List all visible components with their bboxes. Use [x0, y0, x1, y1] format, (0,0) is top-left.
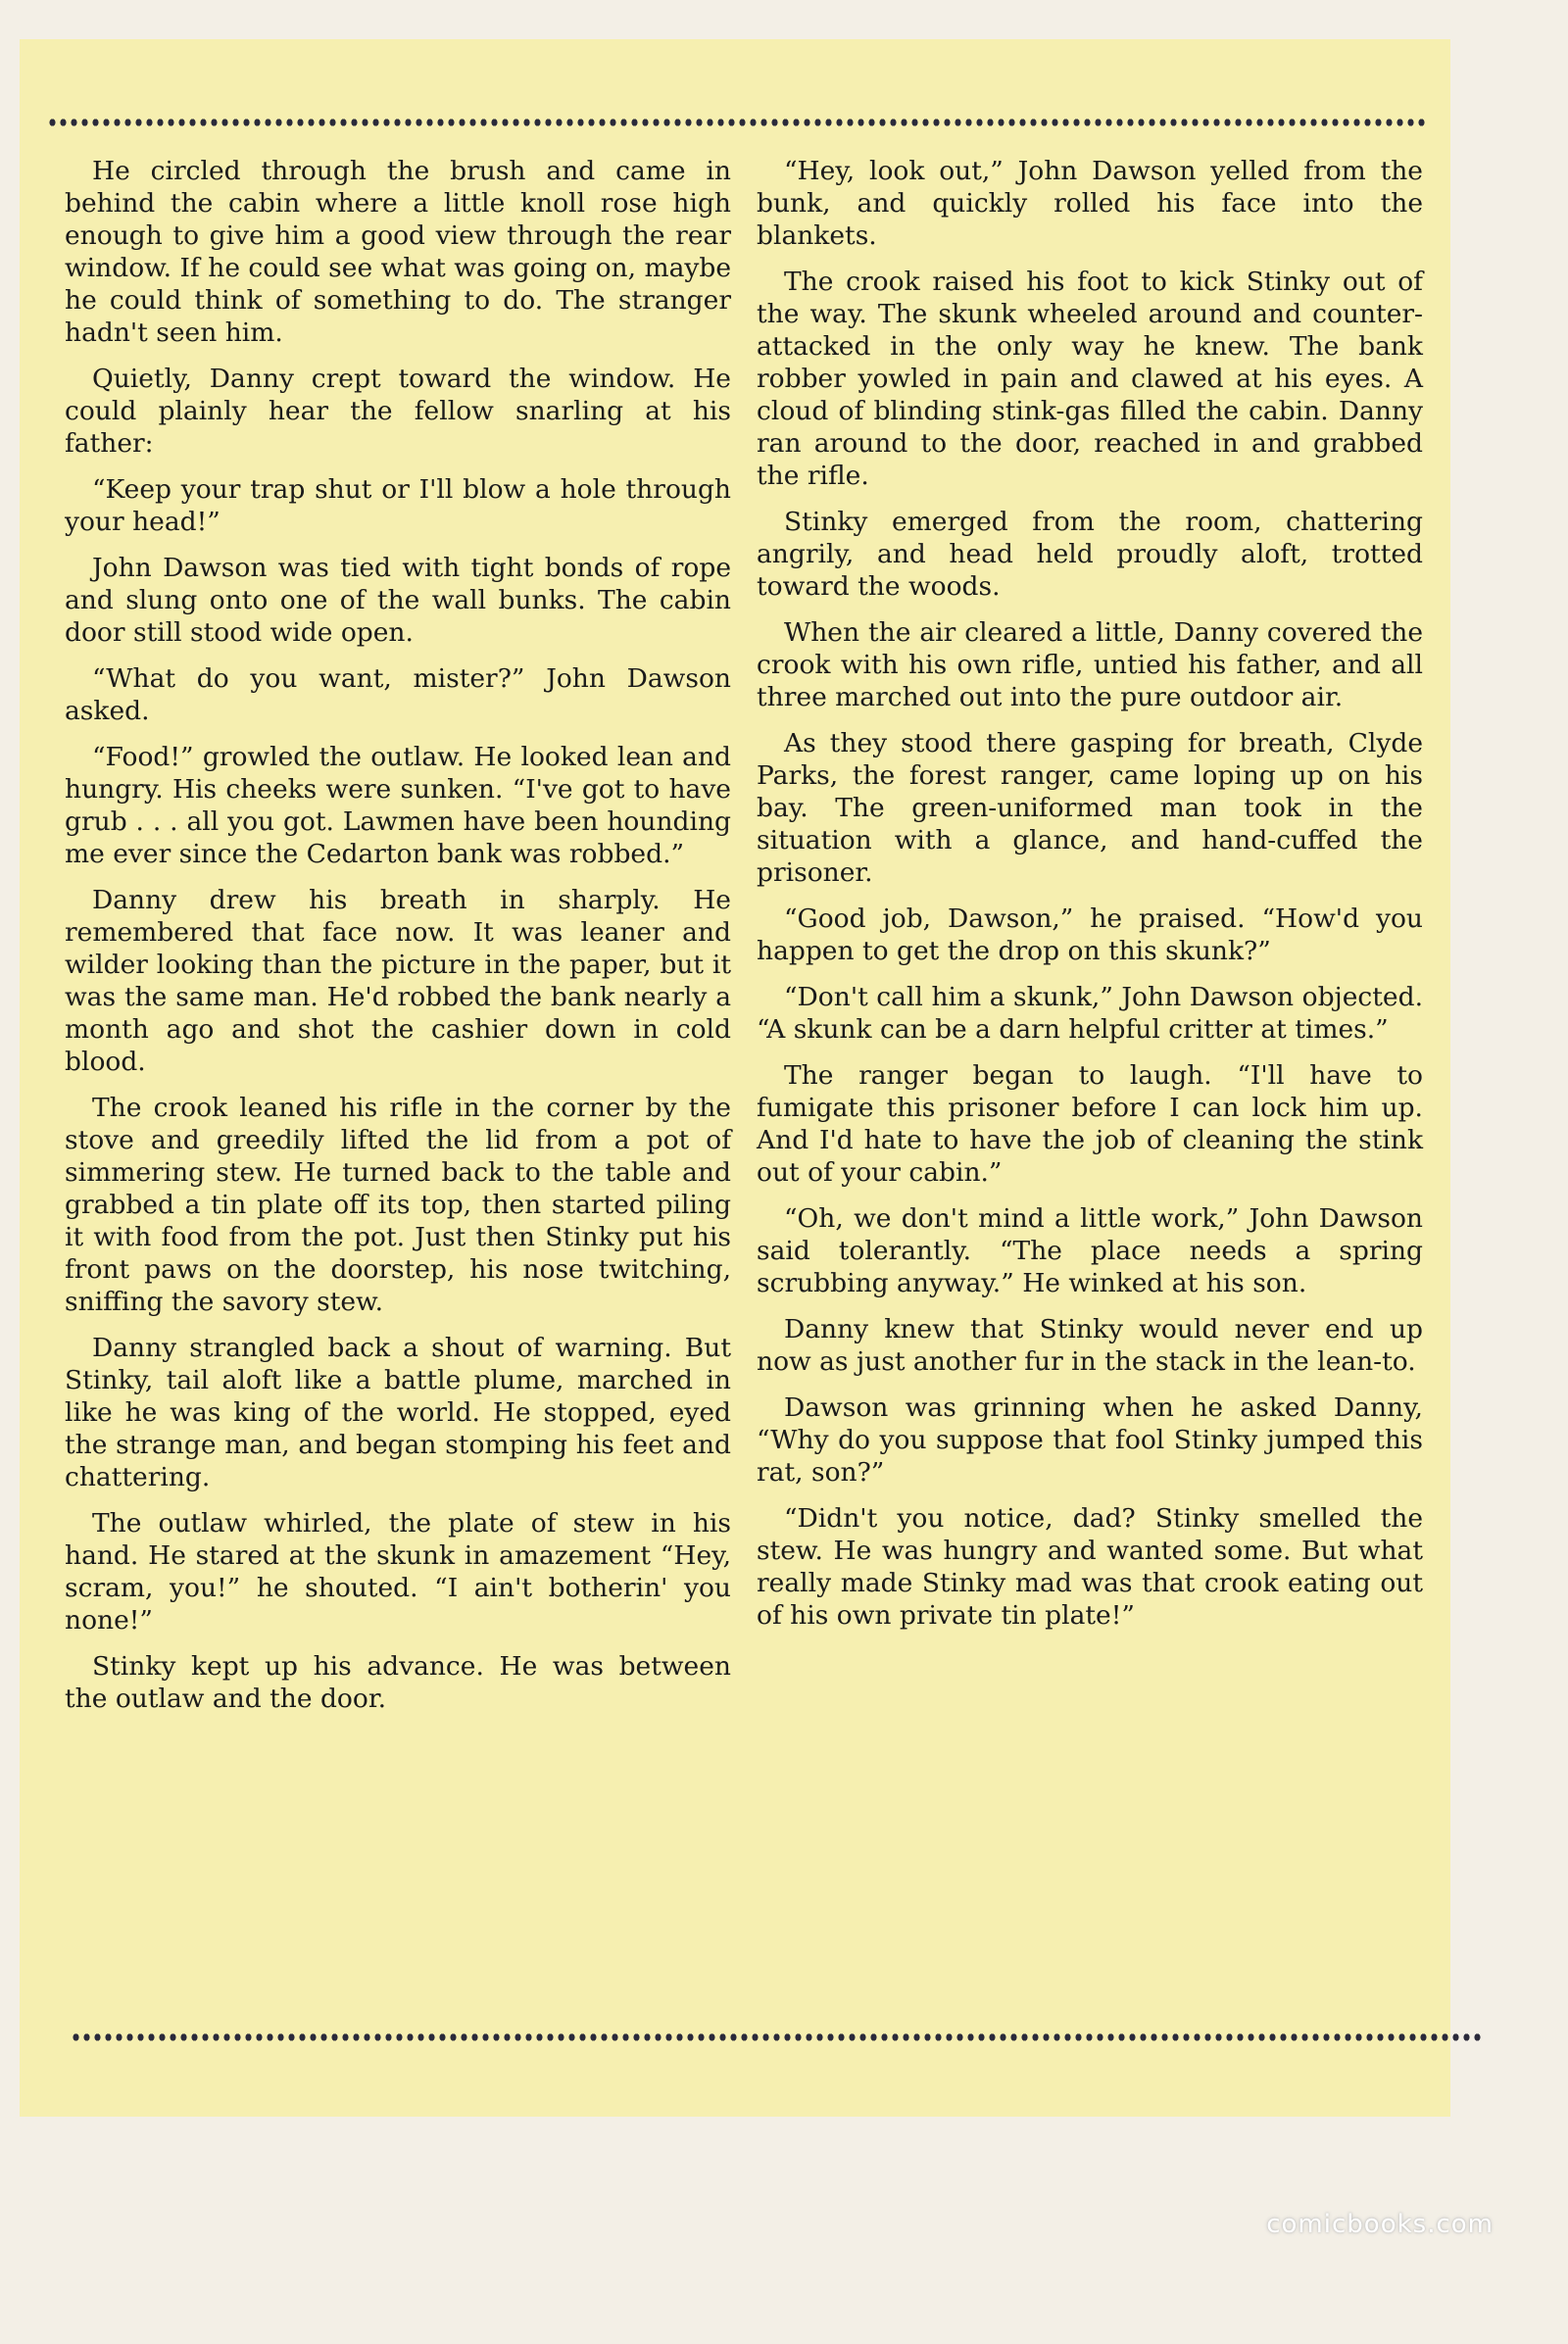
paragraph: Stinky kept up his advance. He was between the outlaw and the door.: [65, 1651, 731, 1714]
paragraph: When the air cleared a little, Danny covered the crook with his own rifle, untied his father, and all three marched out into the pure outdoor air.: [757, 617, 1423, 712]
paragraph: “Didn't you notice, dad? Stinky smelled the stew. He was hungry and wanted some. But what really made Stinky mad was that crook eating out of his own private tin plate!”: [757, 1503, 1423, 1631]
paragraph: The crook leaned his rifle in the corner by the stove and greedily lifted the lid from a pot of simmering stew. He turned back to the table and grabbed a tin plate off its top, then started piling it with food from the pot. Just then Stinky put his front paws on the doorstep, his nose twitching, sniffing the savory stew.: [65, 1093, 731, 1317]
story-column-left: [65, 155, 731, 1729]
paragraph: The outlaw whirled, the plate of stew in his hand. He stared at the skunk in amazement “Hey, scram, you!” he shouted. “I ain't botherin' you none!”: [65, 1508, 731, 1636]
paragraph: As they stood there gasping for breath, Clyde Parks, the forest ranger, came loping up on his bay. The green-uniformed man took in the situation with a glance, and hand-cuffed the prisoner.: [757, 728, 1423, 888]
paragraph: Danny drew his breath in sharply. He remembered that face now. It was leaner and wilder looking than the picture in the paper, but it was the same man. He'd robbed the bank nearly a month ago and shot the cashier down in cold blood.: [65, 885, 731, 1077]
paragraph: The ranger began to laugh. “I'll have to fumigate this prisoner before I can lock him up. And I'd hate to have the job of cleaning the stink out of your cabin.”: [757, 1060, 1423, 1188]
paragraph: “Hey, look out,” John Dawson yelled from the bunk, and quickly rolled his face into the blankets.: [757, 156, 1423, 251]
paragraph: “Oh, we don't mind a little work,” John Dawson said tolerantly. “The place needs a spring scrubbing anyway.” He winked at his son.: [757, 1203, 1423, 1298]
paragraph: “What do you want, mister?” John Dawson asked.: [65, 663, 731, 726]
paragraph: The crook raised his foot to kick Stinky out of the way. The skunk wheeled around and counter-attacked in the only way he knew. The bank robber yowled in pain and clawed at his eyes. A cloud of blinding stink-gas filled the cabin. Danny ran around to the door, reached in and grabbed the rifle.: [757, 267, 1423, 491]
bottom-decorative-border: [71, 2030, 1482, 2044]
story-column-right: [757, 155, 1423, 1645]
paragraph: Danny strangled back a shout of warning. But Stinky, tail aloft like a battle plume, marched in like he was king of the world. He stopped, eyed the strange man, and began stomping his feet and chattering.: [65, 1333, 731, 1492]
paragraph: Quietly, Danny crept toward the window. He could plainly hear the fellow snarling at his father:: [65, 364, 731, 459]
paragraph: He circled through the brush and came in behind the cabin where a little knoll rose high enough to give him a good view through the rear window. If he could see what was going on, maybe he could think of something to do. The stranger hadn't seen him.: [65, 156, 731, 348]
site-watermark: comicbooks.com: [1266, 2210, 1494, 2239]
paragraph: “Don't call him a skunk,” John Dawson objected. “A skunk can be a darn helpful critter at times.”: [757, 982, 1423, 1045]
paragraph: Danny knew that Stinky would never end up now as just another fur in the stack in the lean-to.: [757, 1314, 1423, 1377]
paragraph: “Good job, Dawson,” he praised. “How'd you happen to get the drop on this skunk?”: [757, 903, 1423, 966]
paragraph: “Food!” growled the outlaw. He looked lean and hungry. His cheeks were sunken. “I've got to have grub . . . all you got. Lawmen have been hounding me ever since the Cedarton bank was robbed.”: [65, 742, 731, 869]
paragraph: Stinky emerged from the room, chattering angrily, and head held proudly aloft, trotted toward the woods.: [757, 507, 1423, 602]
top-decorative-border: [47, 116, 1429, 129]
paragraph: Dawson was grinning when he asked Danny, “Why do you suppose that fool Stinky jumped this rat, son?”: [757, 1392, 1423, 1488]
paragraph: “Keep your trap shut or I'll blow a hole through your head!”: [65, 474, 731, 537]
paragraph: John Dawson was tied with tight bonds of rope and slung onto one of the wall bunks. The cabin door still stood wide open.: [65, 553, 731, 648]
